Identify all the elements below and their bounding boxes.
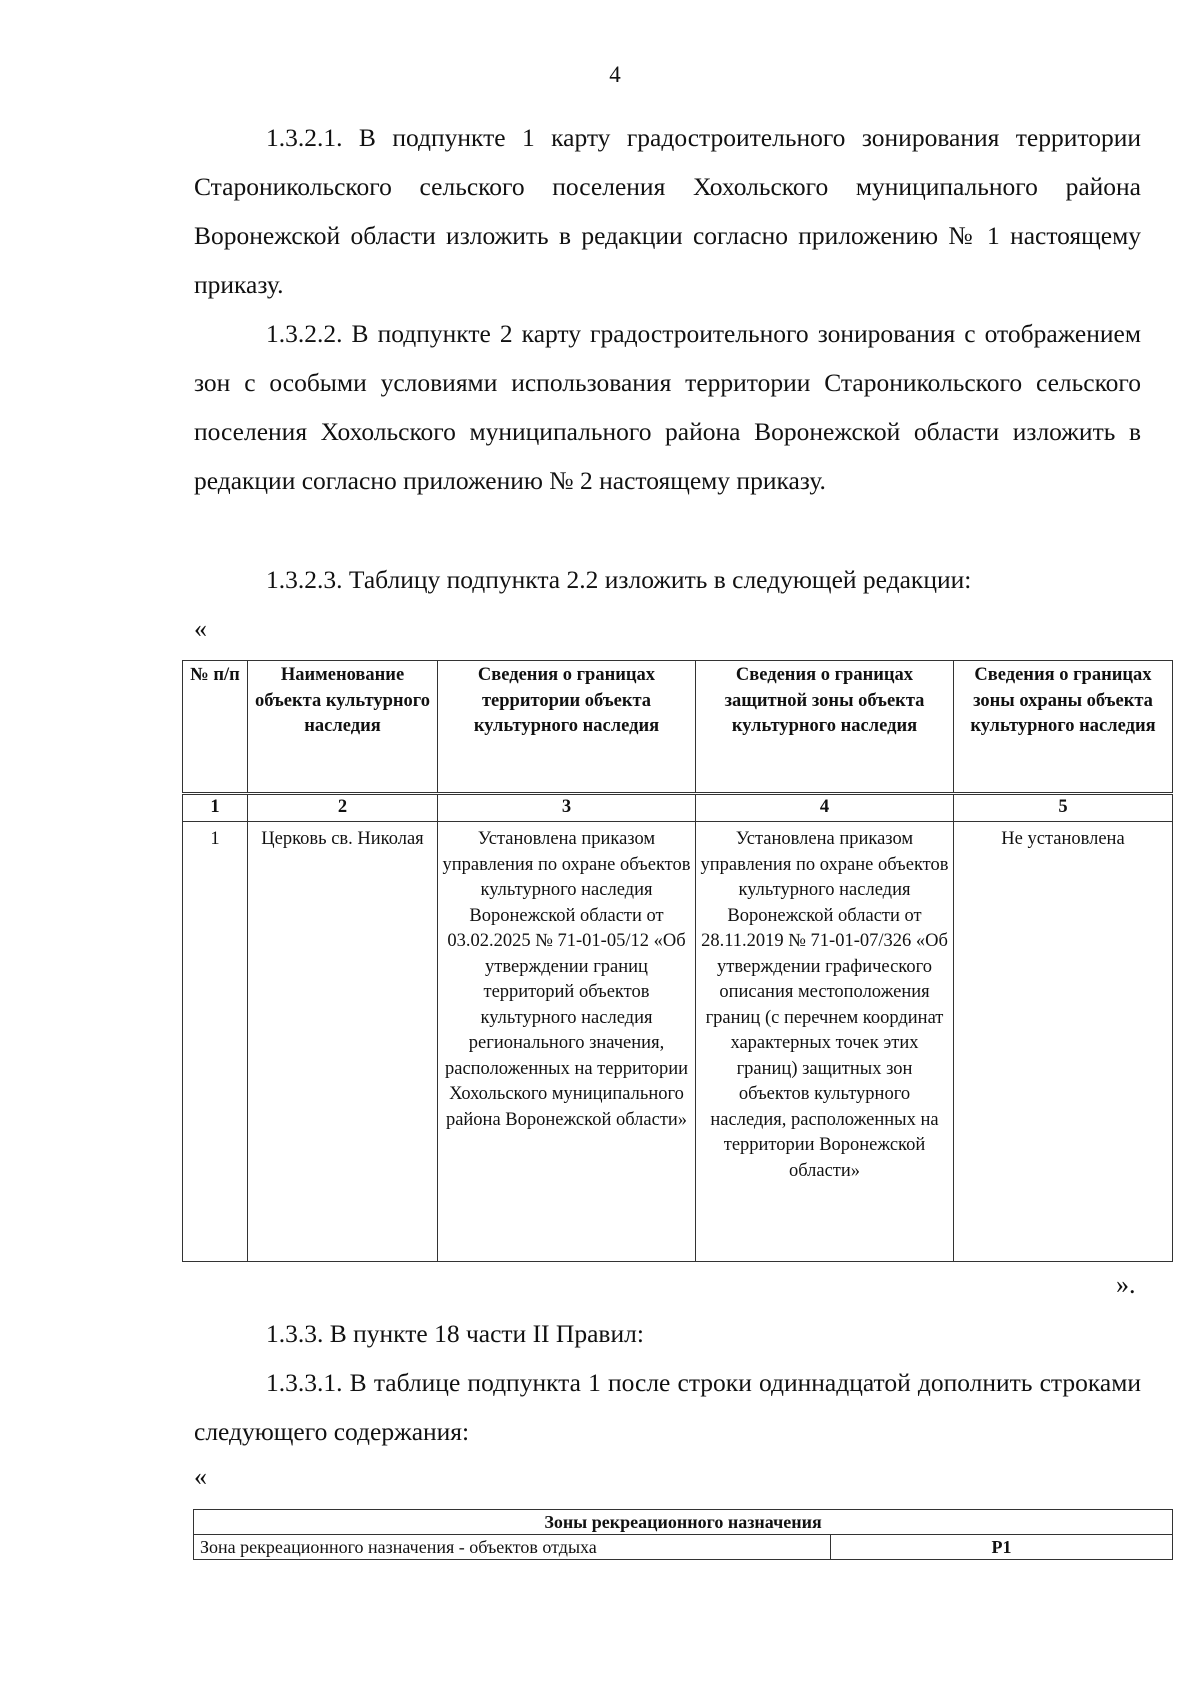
paragraph-text: 1.3.3. В пункте 18 части II Правил: (266, 1319, 644, 1348)
territory-info: Установлена приказом управления по охране объектов культурного наследия Воронежской области от 03.02.2025 № 71-01-05/12 «Об утверждении границ территорий объектов культурного наследия регионального значения, расположенных на территории Хохольского муниципального района Воронежской области» (438, 822, 696, 1262)
paragraph-1-3-3-1 (194, 1358, 1141, 1456)
zones-header: Зоны рекреационного назначения (194, 1510, 1173, 1535)
security-zone-info: Не установлена (954, 822, 1173, 1262)
column-number: 2 (248, 794, 438, 822)
header-name: Наименование объекта культурного наследия (248, 661, 438, 794)
column-number-row (183, 794, 1173, 822)
column-number: 4 (696, 794, 954, 822)
column-number: 5 (954, 794, 1173, 822)
row-number: 1 (183, 822, 248, 1262)
header-security-zone: Сведения о границах зоны охраны объекта культурного наследия (954, 661, 1173, 794)
paragraph-text: 1.3.3.1. В таблице подпункта 1 после строки одиннадцатой дополнить строками следующего содержания: (194, 1368, 1141, 1446)
heritage-table (182, 660, 1173, 1262)
quote-open-2: « (194, 1462, 207, 1491)
paragraph-1-3-2-1 (194, 113, 1141, 309)
header-protective-zone: Сведения о границах защитной зоны объекта культурного наследия (696, 661, 954, 794)
zones-table (193, 1509, 1173, 1560)
paragraph-text: 1.3.2.2. В подпункте 2 карту градостроительного зонирования с отображением зон с особыми условиями использования территории Староникольского сельского поселения Хохольского муниципального района Воронежской области изложить в редакции согласно приложению № 2 настоящему приказу. (194, 319, 1141, 495)
column-number: 3 (438, 794, 696, 822)
quote-close: ». (1116, 1270, 1136, 1299)
header-number: № п/п (183, 661, 248, 794)
table-row (183, 822, 1173, 1262)
column-number: 1 (183, 794, 248, 822)
page-number: 4 (609, 62, 621, 87)
zones-header-row (194, 1510, 1173, 1535)
paragraph-1-3-2-3 (194, 555, 1141, 604)
paragraph-1-3-2-2 (194, 309, 1141, 505)
header-territory: Сведения о границах территории объекта культурного наследия (438, 661, 696, 794)
paragraph-text: 1.3.2.3. Таблицу подпункта 2.2 изложить в следующей редакции: (266, 565, 972, 594)
paragraph-1-3-3 (194, 1309, 1141, 1358)
paragraph-text: 1.3.2.1. В подпункте 1 карту градостроительного зонирования территории Староникольского сельского поселения Хохольского муниципального района Воронежской области изложить в редакции согласно приложению № 1 настоящему приказу. (194, 123, 1141, 299)
table-header-row (183, 661, 1173, 794)
quote-open-1: « (194, 614, 207, 643)
zone-name: Зона рекреационного назначения - объектов отдыха (194, 1535, 831, 1560)
zone-code: Р1 (831, 1535, 1173, 1560)
table-row (194, 1535, 1173, 1560)
protective-zone-info: Установлена приказом управления по охране объектов культурного наследия Воронежской области от 28.11.2019 № 71-01-07/326 «Об утверждении графического описания местоположения границ (с перечнем координат характерных точек этих границ) защитных зон объектов культурного наследия, расположенных на территории Воронежской области» (696, 822, 954, 1262)
heritage-object-name: Церковь св. Николая (248, 822, 438, 1262)
